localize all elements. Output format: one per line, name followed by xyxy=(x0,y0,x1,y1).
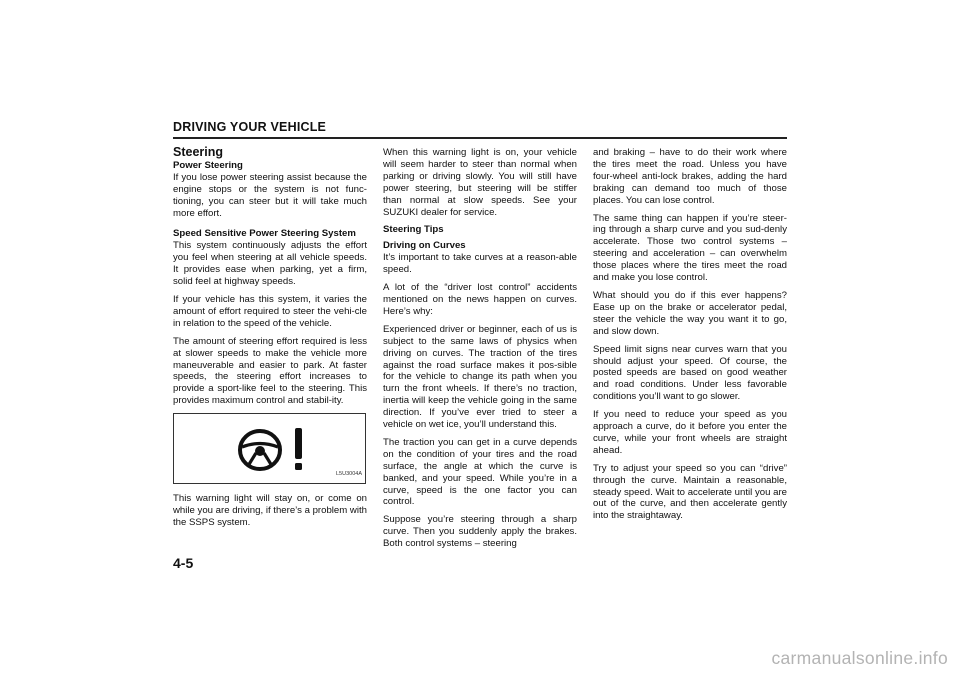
paragraph: Try to adjust your speed so you can “drive” through the curve. Maintain a reasonable, steady speed. Wait to accelerate until you are out of the curve, and then accelerate gently into the straightaway. xyxy=(593,462,787,522)
page-number: 4-5 xyxy=(173,555,194,571)
paragraph: Speed limit signs near curves warn that you should adjust your speed. Of course, the posted speeds are based on good weather and road conditions. Under less favorable conditions you’ll want to go slower. xyxy=(593,343,787,403)
paragraph: The amount of steering effort required is less at slower speeds to make the vehicle more maneuverable and easier to park. At faster speeds, the steering effort increases to provide a sport-like feel to the steering. This provides maximum control and stabil-ity. xyxy=(173,335,367,407)
paragraph: If you lose power steering assist because the engine stops or the system is not func-tioning, you can steer but it will take much more effort. xyxy=(173,171,367,219)
text-column-2 xyxy=(383,147,577,556)
paragraph: A lot of the “driver lost control” accidents mentioned on the news happen on curves. Here’s why: xyxy=(383,282,577,317)
paragraph: This warning light will stay on, or come on while you are driving, if there’s a problem with the SSPS system. xyxy=(173,493,367,528)
driving-curves-heading: Driving on Curves xyxy=(383,240,466,252)
header-divider xyxy=(173,137,787,139)
paragraph: It’s important to take curves at a reason-able speed. xyxy=(383,252,577,276)
paragraph: and braking – have to do their work where the tires meet the road. Unless you have four-wheel anti-lock brakes, adding the hard braking can demand too much of those places. You can lose control. xyxy=(593,147,787,206)
steering-tips-heading: Steering Tips xyxy=(383,224,444,236)
watermark: carmanualsonline.info xyxy=(771,648,948,668)
paragraph: Suppose you’re steering through a sharp curve. Then you suddenly apply the brakes. Both control systems – steering xyxy=(383,514,577,550)
paragraph: The traction you can get in a curve depends on the condition of your tires and the road surface, the angle at which the curve is banked, and your speed. While you’re in a curve, speed is the one factor you can control. xyxy=(383,436,577,508)
page-header-title: DRIVING YOUR VEHICLE xyxy=(173,120,327,134)
paragraph: If your vehicle has this system, it varies the amount of effort required to steer the vehi-cle in relation to the speed of the vehicle. xyxy=(173,293,367,329)
text-column-1 xyxy=(173,147,367,535)
power-steering-heading: Power Steering xyxy=(173,159,243,171)
text-column-3 xyxy=(593,147,787,528)
paragraph: Experienced driver or beginner, each of us is subject to the same laws of physics when driving on curves. The traction of the tires against the road surface makes it pos-sible for the vehicle to change its path when you turn the front wheels. If there’s no traction, inertia will keep the vehicle going in the same direction. If you’ve ever tried to steer a vehicle on wet ice, you’ll understand this. xyxy=(383,323,577,431)
paragraph: When this warning light is on, your vehicle will seem harder to steer than normal when parking or driving slowly. You will still have power steering, but steering will be stiffer than normal at slow speeds. See your SUZUKI dealer for service. xyxy=(383,147,577,218)
paragraph: This system continuously adjusts the effort you feel when steering at all vehicle speeds. It provides ease when parking, yet a firm, solid feel at highway speeds. xyxy=(173,240,367,288)
ssps-heading: Speed Sensitive Power Steering System xyxy=(173,228,356,240)
paragraph: What should you do if this ever happens? Ease up on the brake or accelerator pedal, steer the vehicle the way you want it to go, and slow down. xyxy=(593,289,787,337)
figure-code: L5U3004A xyxy=(336,471,362,478)
paragraph: The same thing can happen if you’re steer-ing through a sharp curve and you sud-denly accelerate. Those two control systems – steering and acceleration – can overwhelm those places where the tires meet the road and make you lose control. xyxy=(593,212,787,284)
paragraph: If you need to reduce your speed as you approach a curve, do it before you enter the curve, while your front wheels are straight ahead. xyxy=(593,409,787,456)
warning-light-figure xyxy=(173,413,366,484)
section-title: Steering xyxy=(173,145,224,159)
steering-wheel-warning-icon xyxy=(236,423,308,475)
